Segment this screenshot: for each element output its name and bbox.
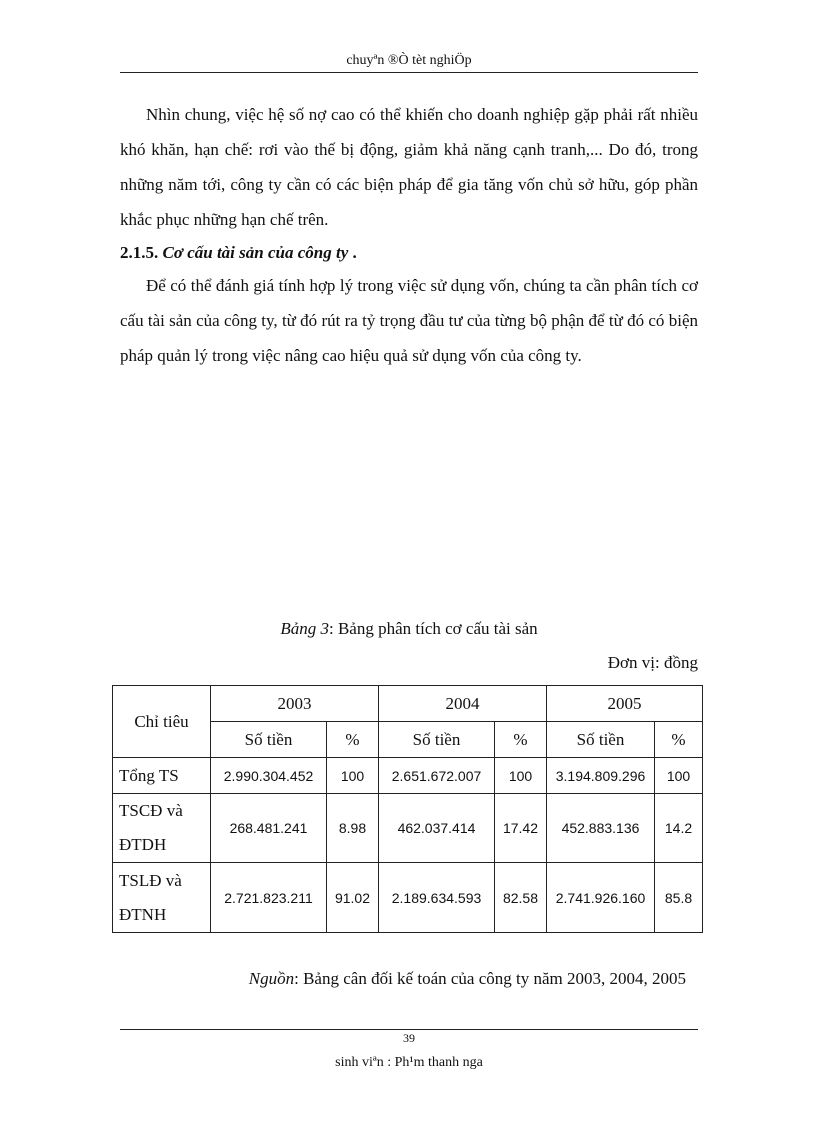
table-source: [249, 966, 686, 992]
page-header: chuyªn ®Ò tèt nghiÖp: [346, 53, 472, 68]
source-label: Nguồn: [248, 969, 295, 988]
header-label-cell: Chỉ tiêu: [113, 686, 211, 758]
table-cell: 2.721.823.211: [211, 863, 327, 933]
table-cell: 100: [327, 758, 379, 794]
row-label: [113, 863, 211, 933]
table-cell: 91.02: [327, 863, 379, 933]
table-cell: 462.037.414: [379, 794, 495, 863]
row-label-line: ĐTDH: [119, 835, 167, 854]
section-heading: [120, 238, 357, 268]
row-label: Tổng TS: [113, 758, 211, 794]
table-cell: 452.883.136: [547, 794, 655, 863]
percent-header: %: [655, 722, 703, 758]
table-caption-label: Bảng 3: [280, 619, 329, 638]
amount-header: Số tiền: [211, 722, 327, 758]
table-cell: 100: [495, 758, 547, 794]
table-unit: Đơn vị: đồng: [607, 653, 698, 672]
table-row: [113, 794, 703, 863]
table-year-row: [113, 686, 703, 722]
table-cell: 85.8: [655, 863, 703, 933]
section-title: Cơ cấu tài sản của công ty: [162, 243, 349, 262]
table-cell: 2.189.634.593: [379, 863, 495, 933]
intro-paragraph: Nhìn chung, việc hệ số nợ cao có thể khiến cho doanh nghiệp gặp phải rất nhiều khó khăn, hạn chế: rơi vào thế bị động, giảm khả năng cạnh tranh,... Do đó, trong những năm tới, công ty cần có các biện pháp để gia tăng vốn chủ sở hữu, góp phần khắc phục những hạn chế trên.: [120, 105, 698, 229]
year-2005: 2005: [547, 686, 703, 722]
row-label-line: TSLĐ và: [119, 870, 182, 890]
analysis-paragraph: Để có thể đánh giá tính hợp lý trong việc sử dụng vốn, chúng ta cần phân tích cơ cấu tài sản của công ty, từ đó rút ra tỷ trọng đầu tư của từng bộ phận để từ đó có biện pháp quản lý trong việc nâng cao hiệu quả sử dụng vốn của công ty.: [120, 276, 698, 365]
asset-structure-table: [112, 685, 703, 933]
section-number: 2.1.5.: [120, 243, 159, 262]
table-cell: 100: [655, 758, 703, 794]
table-caption-text: : Bảng phân tích cơ cấu tài sản: [328, 619, 538, 638]
year-2004: 2004: [379, 686, 547, 722]
section-suffix: .: [348, 243, 357, 262]
percent-header: %: [327, 722, 379, 758]
table-cell: 2.990.304.452: [211, 758, 327, 794]
table-cell: 2.741.926.160: [547, 863, 655, 933]
table-cell: 14.2: [655, 794, 703, 863]
row-label-line: TSCĐ và: [119, 801, 183, 820]
source-text: : Bảng cân đối kế toán của công ty năm 2003, 2004, 2005: [294, 969, 686, 988]
table-row: [113, 758, 703, 794]
table-caption: [120, 616, 698, 642]
table-cell: 82.58: [495, 863, 547, 933]
year-2003: 2003: [211, 686, 379, 722]
row-label-line: ĐTNH: [119, 904, 167, 924]
table-cell: 268.481.241: [211, 794, 327, 863]
table-cell: 3.194.809.296: [547, 758, 655, 794]
table-cell: 2.651.672.007: [379, 758, 495, 794]
amount-header: Số tiền: [547, 722, 655, 758]
page-footer: sinh viªn : Ph¹m thanh nga: [335, 1055, 483, 1070]
table-row: [113, 863, 703, 933]
row-label: [113, 794, 211, 863]
page-number: 39: [403, 1031, 415, 1045]
amount-header: Số tiền: [379, 722, 495, 758]
header-rule: [120, 72, 698, 73]
table-cell: 8.98: [327, 794, 379, 863]
table-cell: 17.42: [495, 794, 547, 863]
percent-header: %: [495, 722, 547, 758]
